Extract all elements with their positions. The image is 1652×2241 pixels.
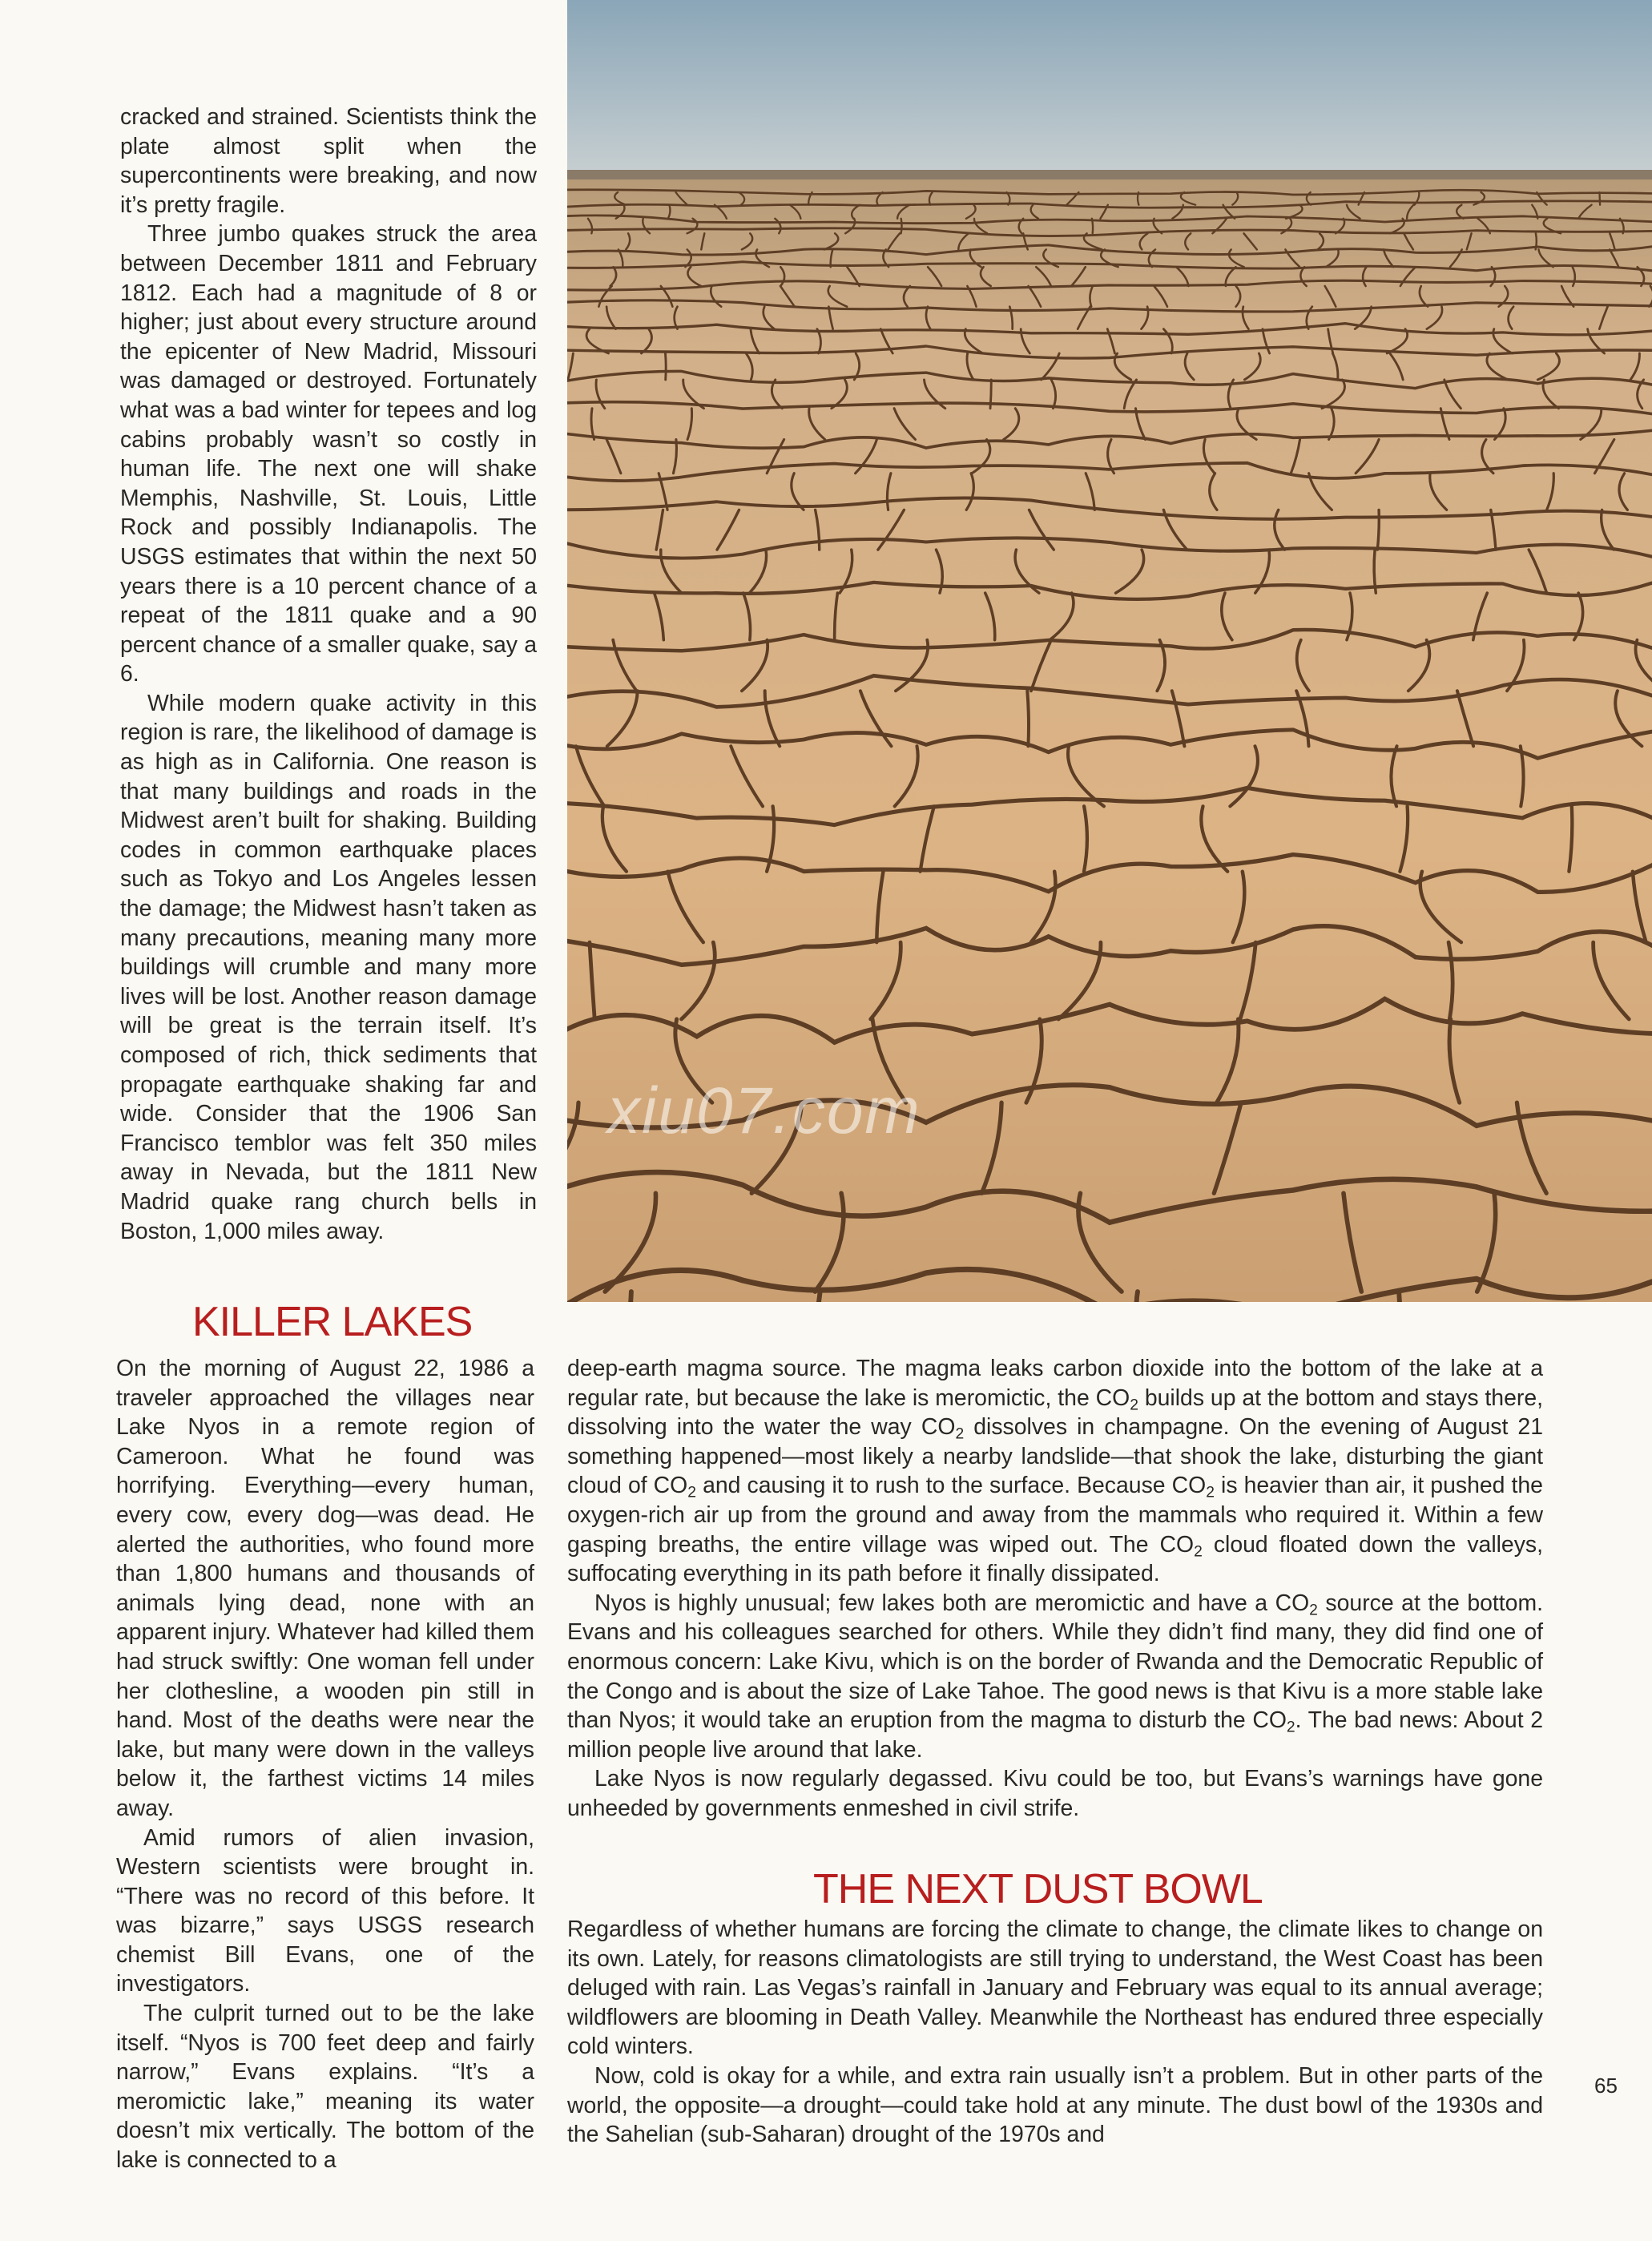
subscript: 2: [687, 1484, 697, 1501]
paragraph: cracked and strained. Scientists think the plate almost split when the supercontinents were breaking, and now it’s pretty fragile.: [120, 104, 537, 218]
text-run: deep-earth magma source. The magma leaks carbon dioxide into the bottom of the lake at a regular rate, but because the lake is meromictic, the CO: [567, 1356, 1543, 1411]
subscript: 2: [1309, 1602, 1318, 1619]
text-run: builds up at the bottom and stays there, dissolving into the water the way CO: [567, 1385, 1543, 1441]
text-run: is heavier than air, it pushed the oxygen-rich air up from the ground and away from the mammals who required it. Within a few gasping breaths, the entire village was wiped out. The CO: [567, 1473, 1543, 1558]
text-run: cloud floated down the valleys, suffocating everything in its path before it finally dissipated.: [567, 1531, 1544, 1587]
paragraph: [567, 1589, 1543, 1765]
article-column-left-top: [120, 103, 537, 1246]
crack-line: [1377, 510, 1379, 550]
subscript: 2: [1206, 1484, 1215, 1501]
subscript: 2: [1286, 1719, 1295, 1736]
cracked-lakebed-photo: [567, 0, 1652, 1302]
text-run: source at the bottom. Evans and his colleagues searched for others. While they didn’t find many, they did find one of enormous concern: Lake Kivu, which is on the border of Rwanda and the Democratic Republic of the Congo and is about the size of Lake Tahoe. The good news is that Kivu is a more stable lake than Nyos; it would take an eruption from the magma to disturb the CO: [567, 1590, 1544, 1734]
article-column-right-dust-bowl: [567, 1915, 1543, 2150]
subscript: 2: [1194, 1542, 1203, 1560]
paragraph: On the morning of August 22, 1986 a traveler approached the villages near Lake Nyos in a remote region of Cameroon. What he found was horrifying. Everything—every human, every cow, every dog—was dead. He alerted the authorities, who found more than 1,800 humans and thousands of animals lying dead, none with an apparent injury. Whatever had killed them had struck swiftly: One woman fell under her clothesline, a wooden pin still in hand. Most of the deaths were near the lake, but many were down in the valleys below it, the farthest victims 14 miles away.: [116, 1356, 534, 1821]
article-column-right-killer-lakes: [567, 1354, 1543, 1824]
section-heading-next-dust-bowl: THE NEXT DUST BOWL: [813, 1866, 1263, 1913]
article-column-left-bottom: [116, 1354, 534, 2175]
text-run: dissolves in champagne. On the evening of August 21 something happened—most likely a nearby landslide—that shook the lake, disturbing the giant cloud of CO: [567, 1414, 1543, 1499]
crack-line: [1027, 691, 1029, 746]
crack-line: [666, 353, 667, 380]
paragraph: [567, 1764, 1543, 1823]
paragraph: Three jumbo quakes struck the area between December 1811 and February 1812. Each had a magnitude of 8 or higher; just about every structure around the epicenter of New Madrid, Missouri was damaged or destroyed. Fortunately what was a bad winter for tepees and log cabins probably wasn’t so costly in human life. The next one will shake Memphis, Nashville, St. Louis, Little Rock and possibly Indianapolis. The USGS estimates that within the next 50 years there is a 10 percent chance of a repeat of the 1811 quake and a 90 percent chance of a smaller quake, say a 6.: [120, 221, 537, 687]
text-run: Lake Nyos is now regularly degassed. Kivu could be too, but Evans’s warnings have gone unheeded by governments enmeshed in civil strife.: [567, 1766, 1543, 1821]
text-run: Nyos is highly unusual; few lakes both are meromictic and have a CO: [594, 1590, 1310, 1616]
text-run: and causing it to rush to the surface. Because CO: [696, 1473, 1207, 1499]
paragraph: Amid rumors of alien invasion, Western scientists were brought in. “There was no record of this before. It was bizarre,” says USGS research chemist Bill Evans, one of the investigators.: [116, 1824, 534, 1997]
crack-line: [1600, 192, 1601, 205]
paragraph: Regardless of whether humans are forcing the climate to change, the climate likes to change on its own. Lately, for reasons climatologists are still trying to understand, the West Coast has been deluged with rain. Las Vegas’s rainfall in January and February was equal to its annual average; wildflowers are blooming in Death Valley. Meanwhile the Northeast has endured three especially cold winters.: [567, 1917, 1543, 2060]
paragraph: [567, 1354, 1543, 1589]
crack-line: [1092, 219, 1093, 234]
subscript: 2: [955, 1425, 965, 1443]
text-run: . The bad news: About 2 million people live around that lake.: [567, 1707, 1543, 1763]
crack-line: [901, 219, 902, 234]
watermark: xiu07.com: [607, 1074, 921, 1147]
page-number: 65: [1594, 2074, 1618, 2098]
paragraph: While modern quake activity in this region is rare, the likelihood of damage is as high as in California. One reason is that many buildings and roads in the Midwest aren’t built for shaking. Building codes in common earthquake places such as Tokyo and Los Angeles lessen the damage; the Midwest hasn’t taken as many precautions, meaning many more buildings will crumble and many more lives will be lost. Another reason damage will be great is the terrain itself. It’s composed of rich, thick sediments that propagate earthquake shaking far and wide. Consider that the 1906 San Francisco temblor was felt 350 miles away in Nevada, but the 1811 New Madrid quake rang church bells in Boston, 1,000 miles away.: [120, 690, 537, 1244]
section-heading-killer-lakes: KILLER LAKES: [192, 1299, 473, 1345]
paragraph: Now, cold is okay for a while, and extra rain usually isn’t a problem. But in other parts of the world, the opposite—a drought—could take hold at any minute. The dust bowl of the 1930s and the Sahelian (sub-Saharan) drought of the 1970s and: [567, 2062, 1543, 2148]
paragraph: The culprit turned out to be the lake itself. “Nyos is 700 feet deep and fairly narrow,” Evans explains. “It’s a meromictic lake,” meaning its water doesn’t mix vertically. The bottom of the lake is connected to a: [116, 2001, 534, 2174]
subscript: 2: [1130, 1397, 1138, 1413]
